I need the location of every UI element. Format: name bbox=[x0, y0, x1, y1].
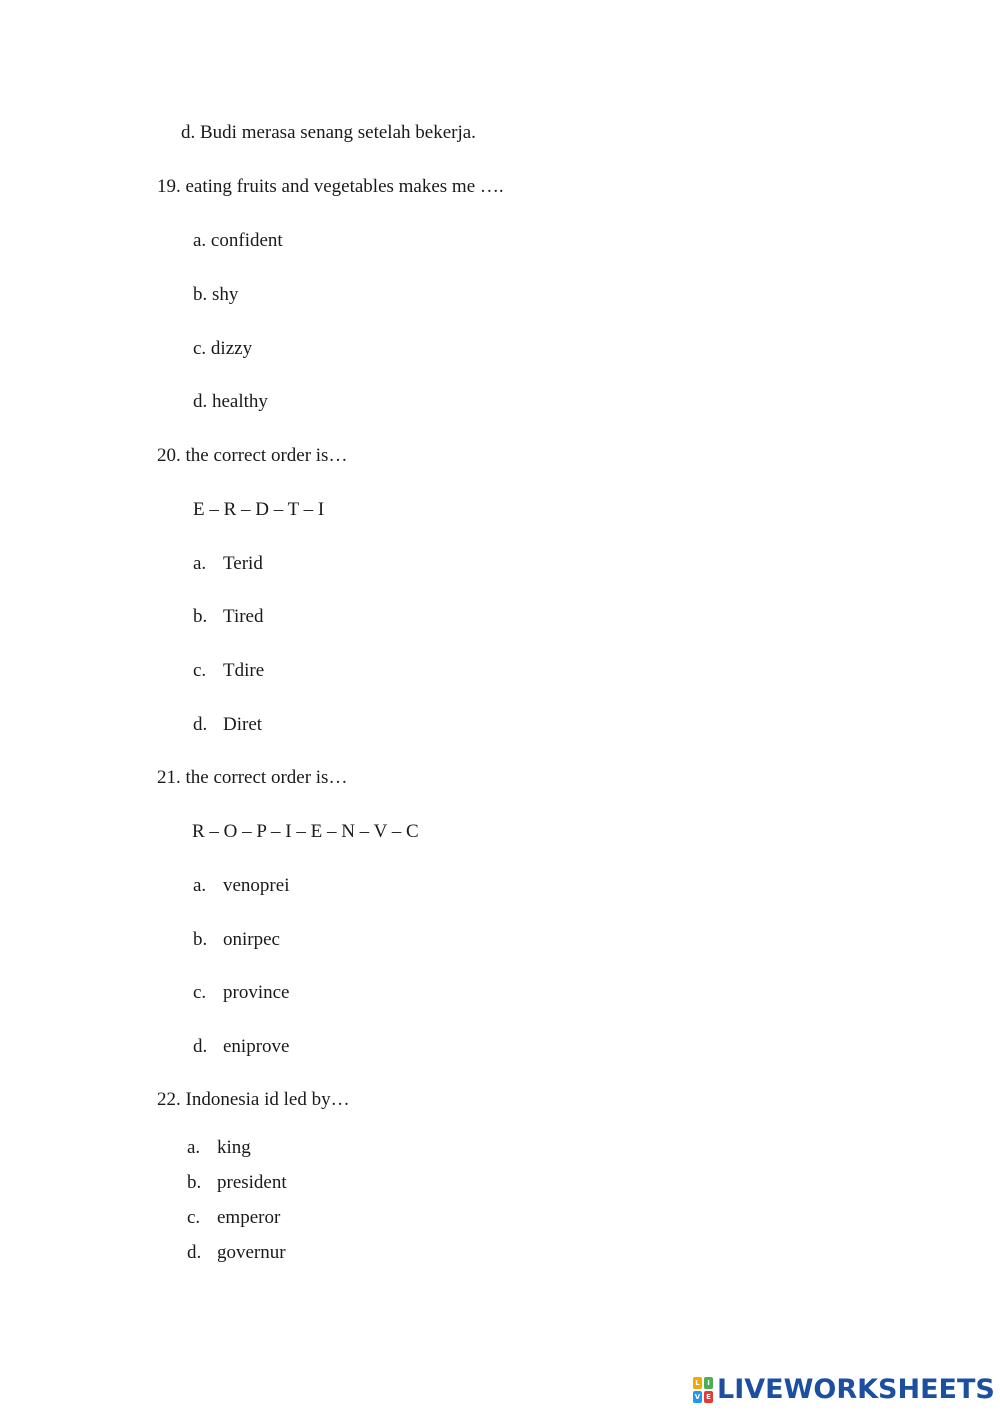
q20-option-d[interactable] bbox=[193, 713, 262, 737]
option-letter: d. bbox=[193, 1036, 208, 1057]
option-text: emperor bbox=[217, 1207, 281, 1228]
option-letter: d. bbox=[193, 714, 208, 735]
q22-option-b[interactable] bbox=[187, 1171, 287, 1195]
option-letter: a. bbox=[193, 875, 207, 896]
option-text: venoprei bbox=[223, 875, 290, 896]
q21-option-b[interactable] bbox=[193, 928, 280, 952]
q19-option-a[interactable]: a. confident bbox=[193, 230, 283, 251]
question-20: 20. the correct order is… bbox=[157, 445, 348, 466]
previous-option-d: d. Budi merasa senang setelah bekerja. bbox=[181, 122, 476, 143]
liveworksheets-logo[interactable] bbox=[693, 1374, 995, 1406]
option-text: eniprove bbox=[223, 1036, 290, 1057]
question-22: 22. Indonesia id led by… bbox=[157, 1089, 350, 1110]
liveworksheets-logo-text: LIVEWORKSHEETS bbox=[717, 1374, 995, 1405]
option-letter: b. bbox=[193, 929, 208, 950]
logo-letter: V bbox=[694, 1393, 701, 1401]
option-text: onirpec bbox=[223, 929, 280, 950]
logo-letter: E bbox=[704, 1391, 713, 1403]
q21-option-c[interactable] bbox=[193, 981, 289, 1005]
q20-option-b[interactable] bbox=[193, 605, 263, 629]
option-letter: c. bbox=[193, 660, 207, 681]
option-letter: b. bbox=[193, 606, 208, 627]
q19-option-c[interactable]: c. dizzy bbox=[193, 338, 253, 359]
liveworksheets-logo-icon bbox=[693, 1377, 713, 1403]
option-letter: c. bbox=[187, 1207, 201, 1228]
question-21: 21. the correct order is… bbox=[157, 767, 348, 788]
option-text: Diret bbox=[223, 714, 263, 735]
option-letter: c. bbox=[193, 982, 207, 1003]
logo-letter: L bbox=[693, 1377, 702, 1389]
option-text: Terid bbox=[223, 553, 263, 574]
q20-option-a[interactable] bbox=[193, 552, 263, 576]
option-text: president bbox=[217, 1172, 287, 1193]
q22-option-a[interactable] bbox=[187, 1136, 251, 1160]
option-text: Tdire bbox=[223, 660, 265, 681]
option-letter: a. bbox=[187, 1137, 201, 1158]
q19-option-d[interactable]: d. healthy bbox=[193, 391, 268, 412]
q20-scramble: E – R – D – T – I bbox=[193, 499, 325, 520]
q22-option-d[interactable] bbox=[187, 1241, 286, 1265]
option-text: Tired bbox=[223, 606, 264, 627]
q22-option-c[interactable] bbox=[187, 1206, 280, 1230]
q19-option-b[interactable]: b. shy bbox=[193, 284, 239, 305]
question-19: 19. eating fruits and vegetables makes me …. bbox=[157, 176, 504, 197]
option-letter: a. bbox=[193, 553, 207, 574]
option-text: king bbox=[217, 1137, 251, 1158]
q20-option-c[interactable] bbox=[193, 659, 264, 683]
option-text: province bbox=[223, 982, 290, 1003]
q21-scramble: R – O – P – I – E – N – V – C bbox=[192, 821, 419, 842]
option-letter: d. bbox=[187, 1242, 202, 1263]
q21-option-a[interactable] bbox=[193, 874, 289, 898]
logo-letter: I bbox=[704, 1377, 713, 1389]
option-letter: b. bbox=[187, 1172, 202, 1193]
option-text: governur bbox=[217, 1242, 286, 1263]
q21-option-d[interactable] bbox=[193, 1035, 289, 1059]
